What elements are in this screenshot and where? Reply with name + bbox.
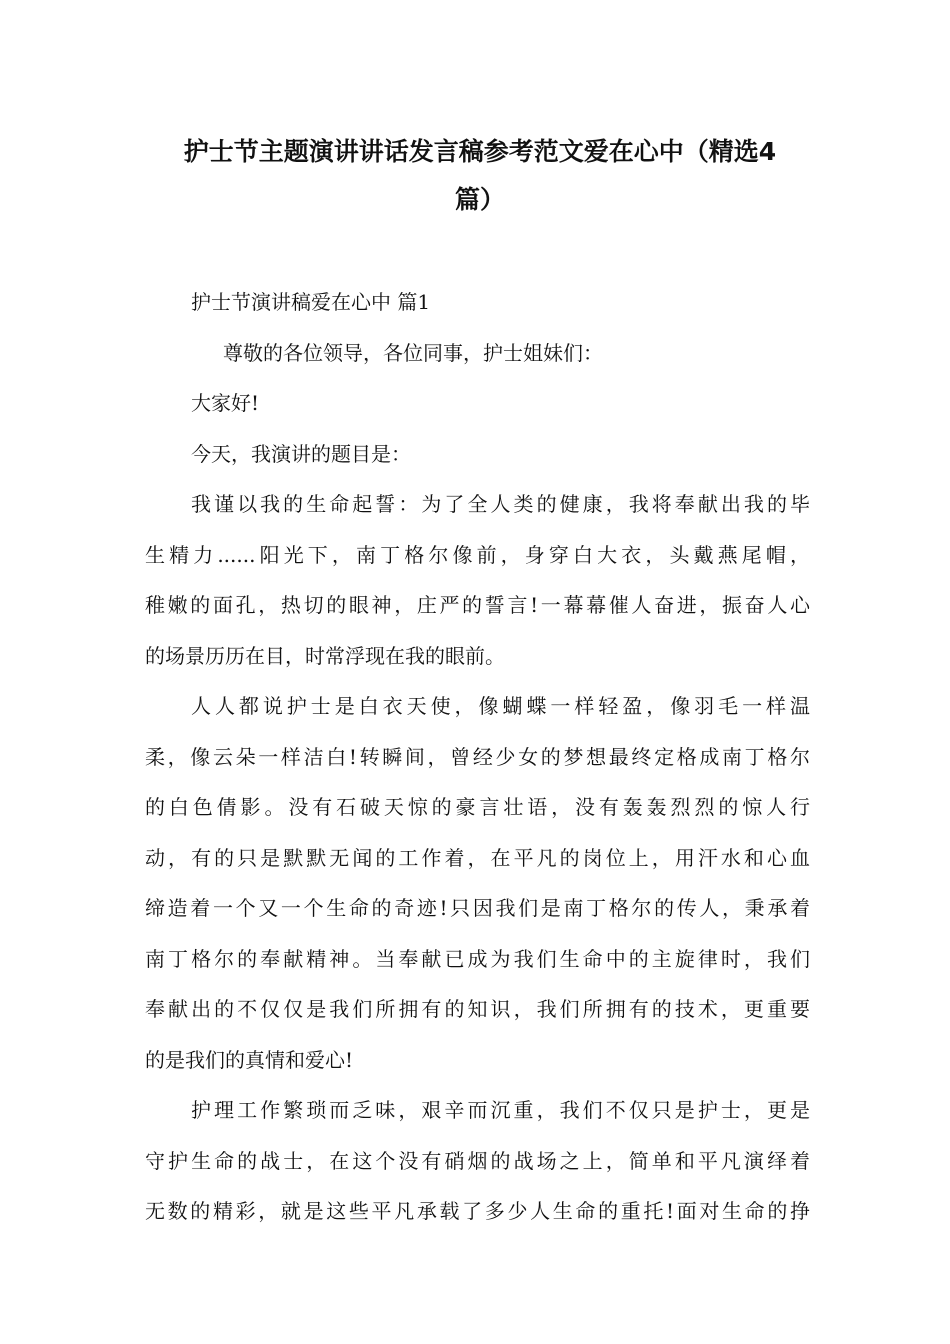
paragraph-1-line: 的场景历历在目，时常浮现在我的眼前。	[145, 643, 505, 668]
document-title	[140, 128, 820, 224]
hello-line: 大家好!	[191, 391, 260, 415]
paragraph-2-line: 南丁格尔的奉献精神。当奉献已成为我们生命中的主旋律时，我们	[145, 946, 810, 971]
paragraph-3-line: 无数的精彩，就是这些平凡承载了多少人生命的重托!面对生命的挣	[145, 1199, 810, 1223]
topic-intro-line: 今天，我演讲的题目是：	[191, 441, 411, 466]
paragraph-2-line: 的是我们的真情和爱心!	[145, 1047, 354, 1072]
paragraph-2-line: 人人都说护士是白衣天使，像蝴蝶一样轻盈，像羽毛一样温	[191, 694, 810, 718]
paragraph-1-line: 我谨以我的生命起誓：为了全人类的健康，我将奉献出我的毕	[191, 492, 810, 516]
section-heading: 护士节演讲稿爱在心中 篇1	[191, 290, 431, 314]
paragraph-2-line: 奉献出的不仅仅是我们所拥有的知识，我们所拥有的技术，更重要	[145, 997, 810, 1021]
paragraph-2-line: 柔，像云朵一样洁白!转瞬间，曾经少女的梦想最终定格成南丁格尔	[145, 744, 810, 769]
title-line-1: 护士节主题演讲讲话发言稿参考范文爱在心中（精选4	[183, 137, 777, 166]
paragraph-3-line: 护理工作繁琐而乏味，艰辛而沉重，我们不仅只是护士，更是	[191, 1098, 810, 1122]
paragraph-1-line: 生精力......阳光下，南丁格尔像前，身穿白大衣，头戴燕尾帽，	[145, 542, 810, 567]
paragraph-3-line: 守护生命的战士，在这个没有硝烟的战场之上，简单和平凡演绎着	[145, 1148, 810, 1173]
paragraph-2-line: 动，有的只是默默无闻的工作着，在平凡的岗位上，用汗水和心血	[145, 845, 810, 870]
paragraph-1-line: 稚嫩的面孔，热切的眼神，庄严的誓言!一幕幕催人奋进，振奋人心	[145, 593, 810, 617]
paragraph-2-line: 缔造着一个又一个生命的奇迹!只因我们是南丁格尔的传人，秉承着	[145, 896, 810, 920]
greeting-line: 尊敬的各位领导，各位同事，护士姐妹们：	[223, 340, 603, 365]
title-line-2: 篇）	[454, 185, 505, 214]
paragraph-2-line: 的白色倩影。没有石破天惊的豪言壮语，没有轰轰烈烈的惊人行	[145, 795, 810, 819]
document-body	[145, 277, 810, 1237]
